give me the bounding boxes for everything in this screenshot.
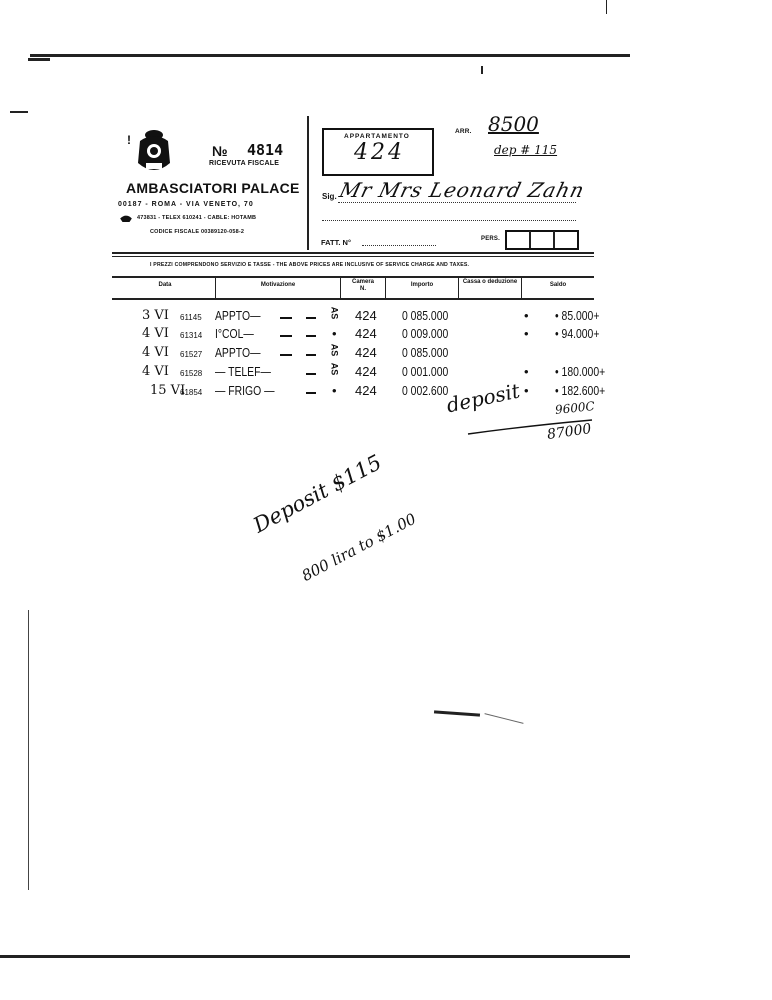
row-date: 3 VI [142,308,169,323]
appartamento-label: APPARTAMENTO [344,133,410,140]
row-reason: APPTO— [215,345,261,360]
col-header-motivazione: Motivazione [260,282,296,288]
row-dash [280,335,292,337]
hotel-seal-icon [132,127,176,177]
arr-note: dep # 115 [494,143,558,157]
scan-left-mark [10,111,28,113]
row-date: 4 VI [142,345,169,360]
header-rule-top [112,252,594,254]
row-number: 61314 [180,331,203,340]
row-dash [280,317,292,319]
table-row [110,326,600,346]
prices-note: I PREZZI COMPRENDONO SERVIZIO E TASSE - THE ABOVE PRICES ARE INCLUSIVE OF SERVICE CHARGE AND TAXES. [150,262,470,268]
hotel-name: AMBASCIATORI PALACE [126,180,300,196]
col-header-cassa: Cassa o deduzione [462,279,518,285]
scan-bottom-edge [0,955,630,958]
scan-left-edge [28,610,29,890]
row-saldo: • 94.000+ [555,326,600,341]
handwritten-deposit-amount: 9600C [554,398,596,418]
row-amount: 0 009.000 [402,326,449,341]
row-number: 61854 [180,388,203,397]
handwritten-note-line-2: 800 lira to $1.00 [298,509,420,585]
row-date: 15 VI [150,383,186,398]
header-divider [307,116,309,250]
row-amount: 0 085.000 [402,308,449,323]
col-sep-2 [340,277,341,299]
scan-top-edge [30,54,630,57]
scan-tick [481,66,483,74]
row-code: AS [329,306,340,320]
guest-underline [338,202,576,203]
receipt-number-prefix: № [212,143,228,159]
row-code: AS [329,362,340,376]
row-room: 424 [355,308,377,323]
col-sep-4 [458,277,459,299]
row-reason: — TELEF— [215,364,271,379]
scan-smudge-2 [484,713,523,724]
row-saldo: • 180.000+ [555,364,606,379]
row-amount: 0 002.600 [402,383,449,398]
col-sep-1 [215,277,216,299]
col-sep-5 [521,277,522,299]
fatt-label: FATT. N° [321,238,351,247]
table-row [110,308,600,328]
row-amount: 0 001.000 [402,364,449,379]
guest-name: Mr Mrs Leonard Zahn [337,178,588,202]
guest-label: Sig. [322,192,337,201]
row-dash [306,373,316,375]
arr-value: 8500 [488,112,539,136]
handwritten-note-line-1: Deposit $115 [249,450,386,538]
row-number: 61527 [180,350,203,359]
row-room: 424 [355,345,377,360]
row-number: 61145 [180,313,202,322]
table-row [110,383,606,403]
table-row [110,362,606,384]
scan-smudge [434,710,480,716]
row-number: 61528 [180,369,203,378]
col-header-camera: Camera N. [351,279,374,292]
col-sep-3 [385,277,386,299]
hotel-tax-code: CODICE FISCALE 00389120-058-2 [150,229,245,235]
row-mark: • [524,383,529,398]
handwritten-final-total: 87000 [546,420,593,444]
appartamento-value: 424 [354,140,405,165]
phone-icon [120,215,132,222]
pers-box-divider-1 [529,231,531,248]
hotel-contacts: 473831 - TELEX 610241 - CABLE: HOTAMB [137,215,257,221]
col-header-saldo: Saldo [549,282,567,288]
receipt-number: 4814 [247,141,284,159]
row-dash [306,354,316,356]
pers-box-divider-2 [553,231,555,248]
row-room: 424 [355,326,377,341]
receipt-type-label: RICEVUTA FISCALE [209,160,280,167]
row-dash [306,392,316,394]
row-dash [306,317,316,319]
guest-second-line [322,220,576,221]
row-date: 4 VI [142,364,169,379]
pers-label: PERS. [481,236,501,242]
row-reason: APPTO— [215,308,261,323]
seal-exclamation: ! [127,133,131,147]
row-mark: • [524,364,529,379]
row-saldo: • 85.000+ [555,308,600,323]
row-room: 424 [355,364,377,379]
pers-box [505,230,579,250]
arr-label: ARR. [455,128,472,135]
col-header-data: Data [158,282,172,288]
row-dash [280,354,292,356]
row-saldo: • 182.600+ [555,383,606,398]
col-header-importo: Importo [410,282,434,288]
row-reason: — FRIGO — [215,383,275,398]
fatt-underline [362,245,436,246]
row-mark: • [524,308,529,323]
row-code: AS [329,343,340,357]
row-mark: • [524,326,529,341]
hotel-address: 00187 - ROMA - VIA VENETO, 70 [118,201,254,208]
row-room: 424 [355,383,377,398]
row-amount: 0 085.000 [402,345,449,360]
row-date: 4 VI [142,326,169,341]
handwritten-deposit: deposit [444,378,522,418]
row-dash [306,335,316,337]
header-rule-bottom [112,256,594,257]
row-code: • [332,383,337,398]
row-code: • [332,326,337,341]
table-row [110,345,600,365]
scan-top-left-mark [28,58,50,61]
row-reason: I°COL— [215,326,254,341]
scan-top-right-mark [606,0,607,14]
